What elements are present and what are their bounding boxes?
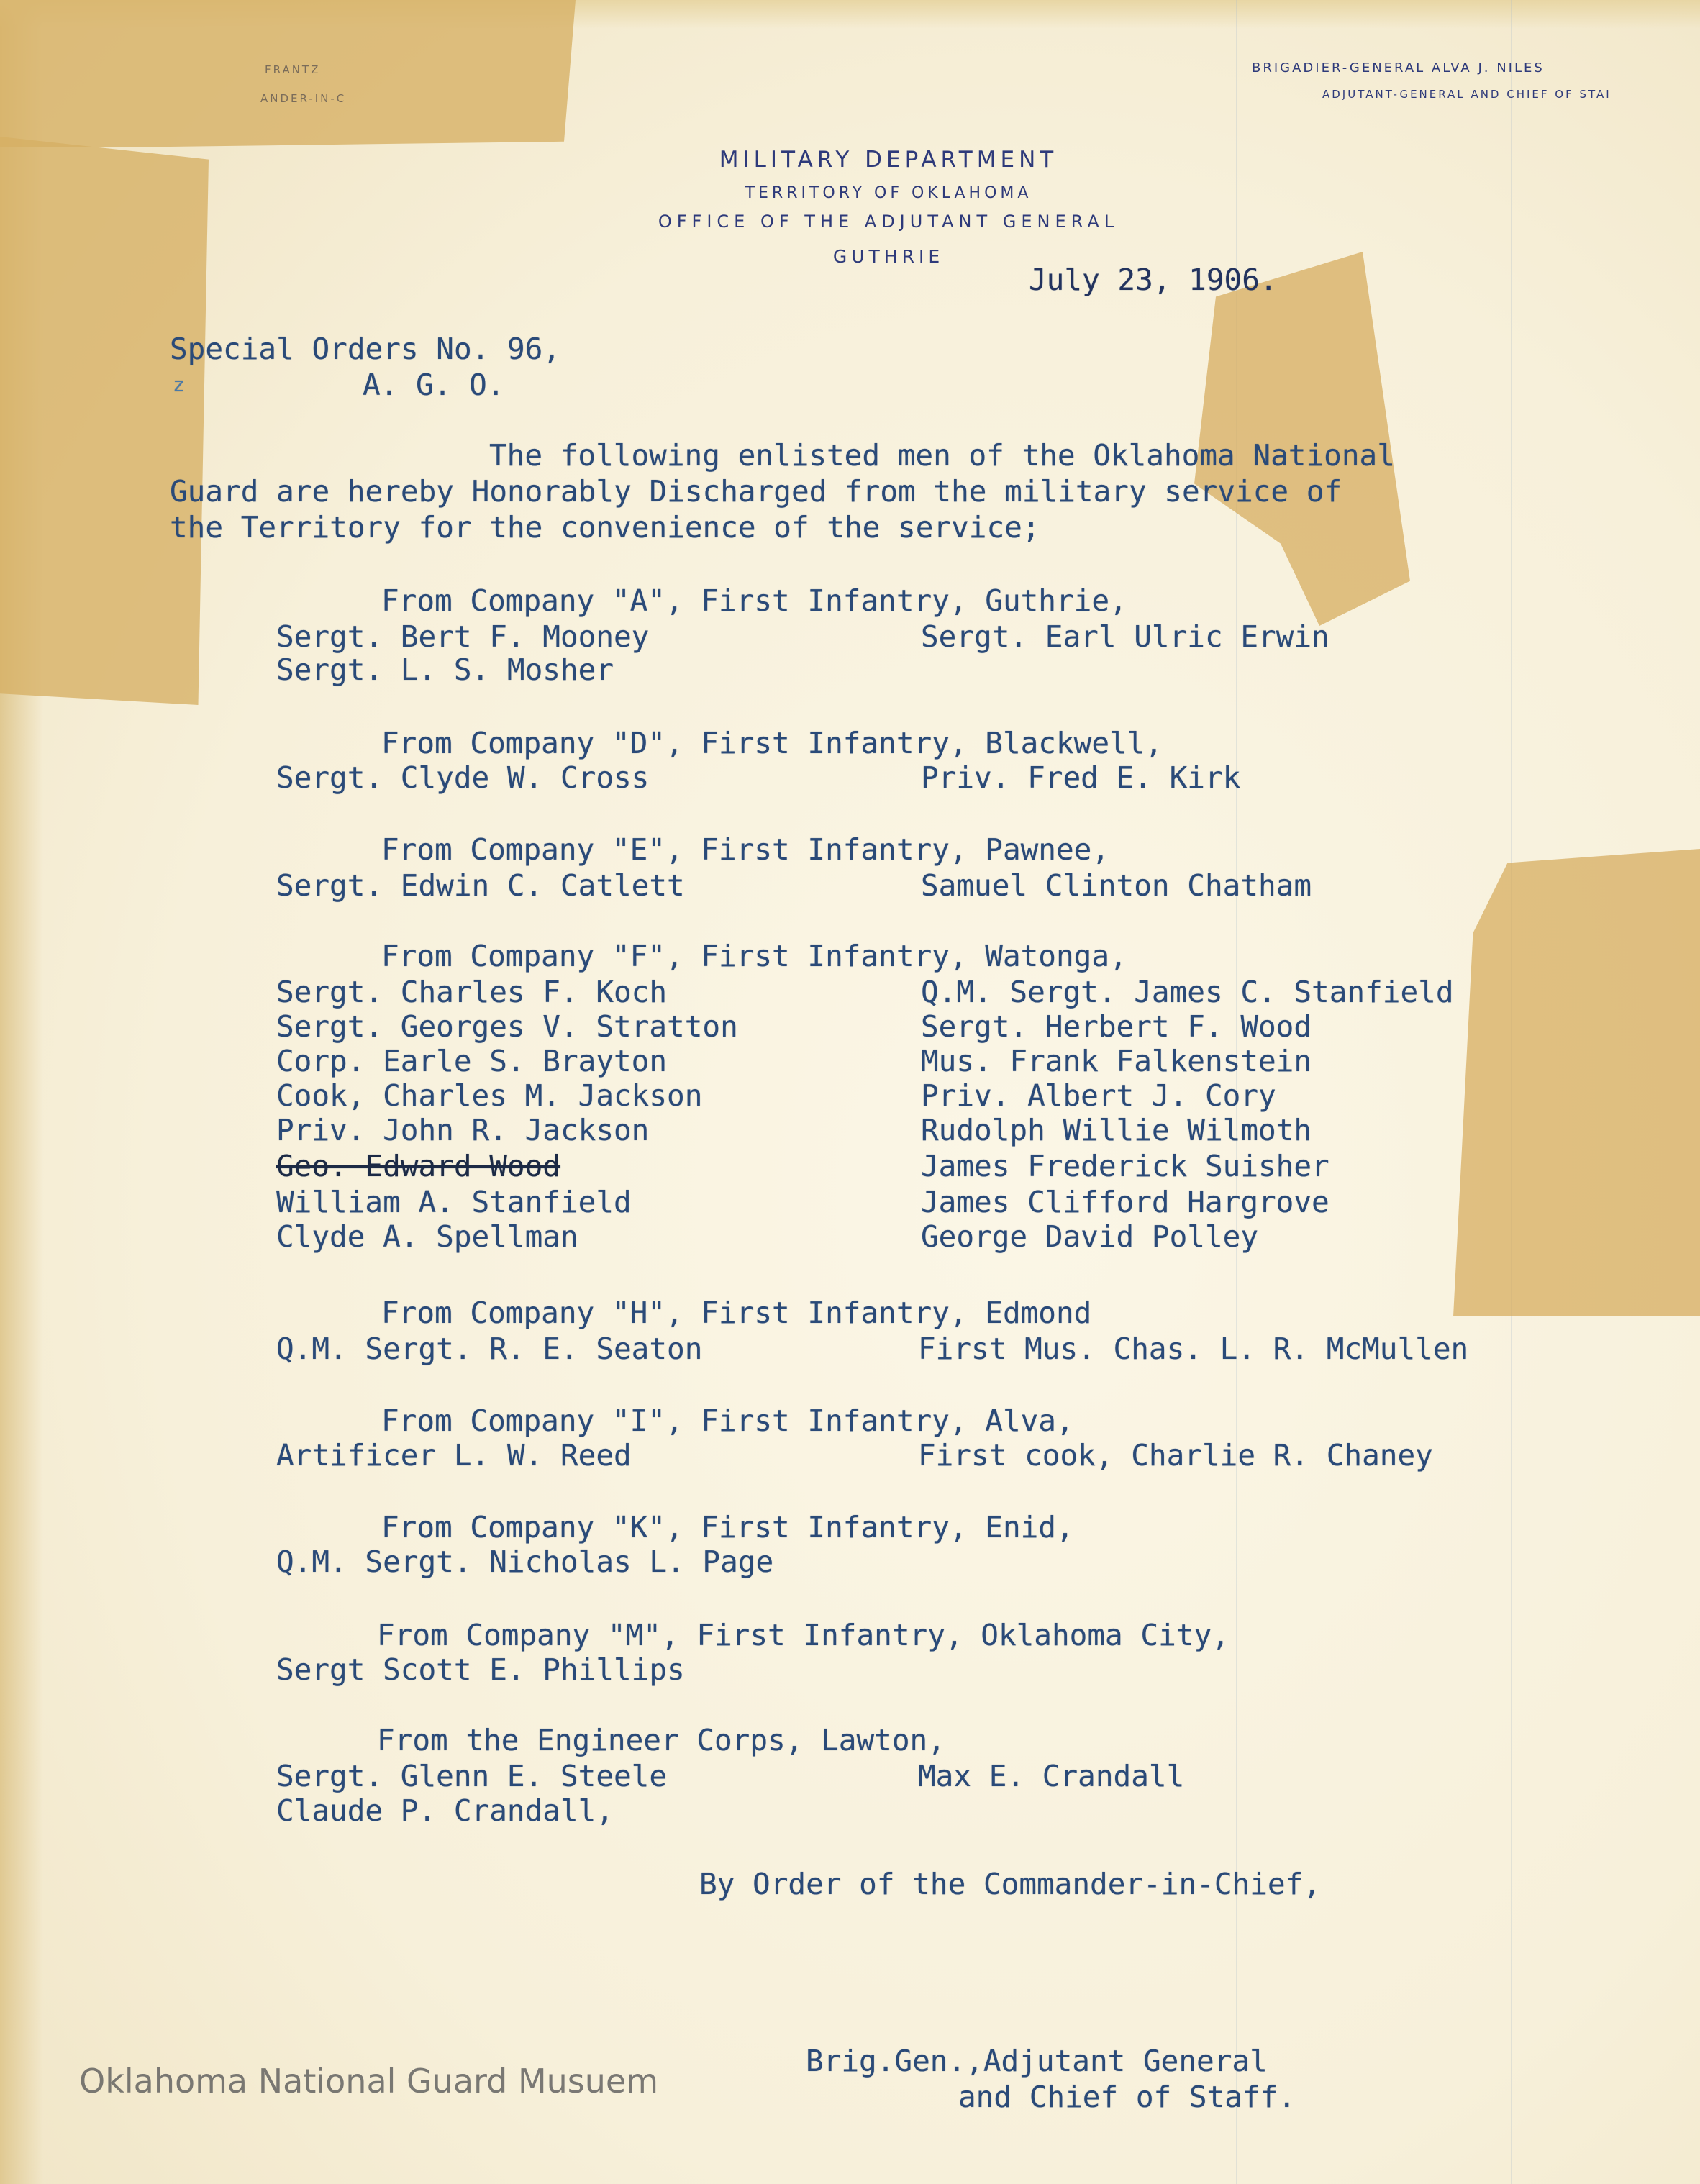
intro-line: Guard are hereby Honorably Discharged from the military service of	[170, 474, 1342, 509]
closing-line: By Order of the Commander-in-Chief,	[699, 1867, 1321, 1901]
order-mark: z	[173, 373, 185, 396]
discharged-name: First cook, Charlie R. Chaney	[918, 1438, 1433, 1473]
discharged-name: Priv. Albert J. Cory	[921, 1078, 1276, 1113]
discharged-name: Max E. Crandall	[918, 1759, 1185, 1793]
discharged-name: Clyde A. Spellman	[276, 1219, 578, 1254]
letterhead-city: GUTHRIE	[832, 246, 945, 267]
discharged-name: Sergt. Clyde W. Cross	[276, 760, 650, 795]
order-number: Special Orders No. 96,	[170, 332, 561, 366]
discharged-name: Sergt. Herbert F. Wood	[921, 1009, 1312, 1044]
discharged-name: Sergt. Glenn E. Steele	[276, 1759, 668, 1793]
discharged-name: Sergt Scott E. Phillips	[276, 1652, 685, 1687]
discharged-name: Sergt. Georges V. Stratton	[276, 1009, 738, 1044]
signature-title: Brig.Gen.,Adjutant General	[806, 2044, 1268, 2078]
letterhead-office: OFFICE OF THE ADJUTANT GENERAL	[658, 211, 1119, 232]
discharged-name: Samuel Clinton Chatham	[921, 868, 1312, 903]
discharged-name: Priv. John R. Jackson	[276, 1113, 650, 1147]
discharged-name: Q.M. Sergt. James C. Stanfield	[921, 975, 1454, 1009]
discharged-name: William A. Stanfield	[276, 1185, 632, 1219]
discharged-name: Cook, Charles M. Jackson	[276, 1078, 703, 1113]
discharged-name: Rudolph Willie Wilmoth	[921, 1113, 1312, 1147]
discharged-name: Priv. Fred E. Kirk	[921, 760, 1241, 795]
discharged-name: Q.M. Sergt. R. E. Seaton	[276, 1332, 703, 1366]
company-heading: From Company "E", First Infantry, Pawnee,	[381, 832, 1110, 867]
company-heading: From Company "A", First Infantry, Guthrie,	[381, 583, 1127, 618]
letterhead-department: MILITARY DEPARTMENT	[719, 147, 1058, 173]
company-heading: From Company "M", First Infantry, Oklahoma City,	[377, 1618, 1229, 1652]
letterhead-right-line1: BRIGADIER-GENERAL ALVA J. NILES	[1252, 60, 1545, 76]
tape-right	[1453, 849, 1700, 1316]
discharged-name: Sergt. Edwin C. Catlett	[276, 868, 685, 903]
intro-line: The following enlisted men of the Oklahoma National	[489, 438, 1395, 473]
company-heading: From Company "H", First Infantry, Edmond	[381, 1296, 1092, 1330]
discharged-name: Sergt. L. S. Mosher	[276, 652, 614, 687]
letterhead-left-line2: ANDER-IN-C	[260, 92, 347, 105]
company-heading: From Company "D", First Infantry, Blackwell,	[381, 726, 1163, 760]
discharged-name: Artificer L. W. Reed	[276, 1438, 632, 1473]
order-office: A. G. O.	[363, 368, 505, 402]
company-heading: From Company "F", First Infantry, Watonga,	[381, 939, 1127, 973]
document-date: July 23, 1906.	[1029, 263, 1278, 297]
letterhead-right-line2: ADJUTANT-GENERAL AND CHIEF OF STAI	[1322, 88, 1612, 101]
discharged-name: First Mus. Chas. L. R. McMullen	[918, 1332, 1469, 1366]
struck-out-name: Geo. Edward Wood	[276, 1149, 560, 1183]
discharged-name: Corp. Earle S. Brayton	[276, 1044, 668, 1078]
company-heading: From Company "K", First Infantry, Enid,	[381, 1510, 1074, 1544]
company-heading: From the Engineer Corps, Lawton,	[377, 1723, 945, 1757]
signature-title: and Chief of Staff.	[958, 2080, 1296, 2114]
discharged-name: James Clifford Hargrove	[921, 1185, 1329, 1219]
discharged-name: George David Polley	[921, 1219, 1258, 1254]
discharged-name: Q.M. Sergt. Nicholas L. Page	[276, 1544, 774, 1579]
letterhead-territory: TERRITORY OF OKLAHOMA	[745, 184, 1032, 202]
company-heading: From Company "I", First Infantry, Alva,	[381, 1403, 1074, 1438]
intro-line: the Territory for the convenience of the service;	[170, 510, 1040, 545]
museum-watermark: Oklahoma National Guard Musuem	[79, 2062, 659, 2101]
discharged-name: Claude P. Crandall,	[276, 1793, 614, 1828]
letterhead-left-line1: FRANTZ	[265, 63, 321, 76]
discharged-name: Sergt. Charles F. Koch	[276, 975, 668, 1009]
discharged-name: Mus. Frank Falkenstein	[921, 1044, 1312, 1078]
discharged-name: James Frederick Suisher	[921, 1149, 1329, 1183]
discharged-name: Sergt. Earl Ulric Erwin	[921, 619, 1329, 654]
discharged-name: Sergt. Bert F. Mooney	[276, 619, 650, 654]
